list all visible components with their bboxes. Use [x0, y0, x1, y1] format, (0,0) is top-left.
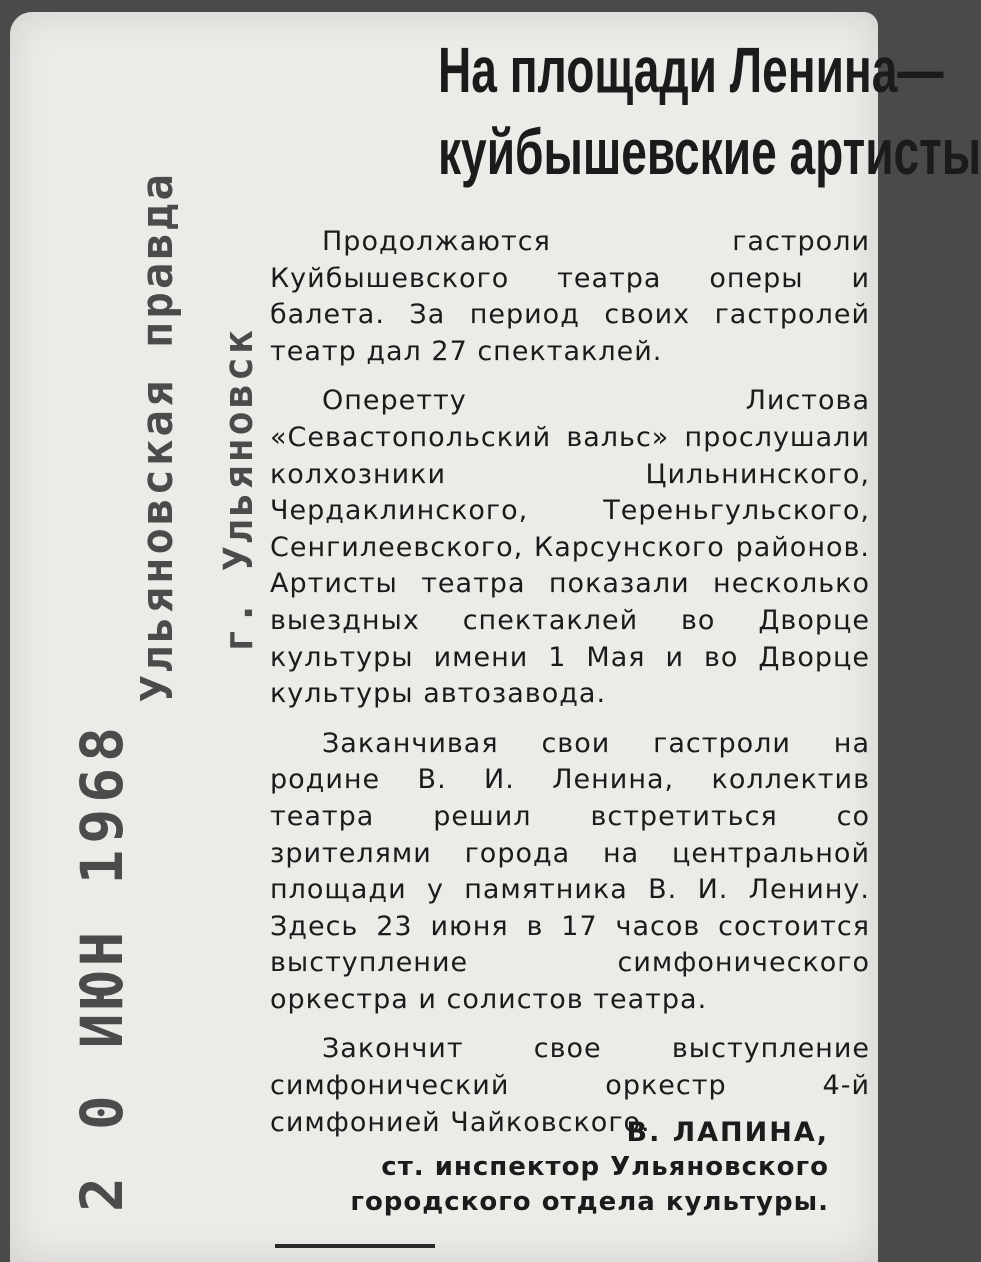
paragraph-3: Заканчивая свои гастроли на родине В. И. Ленина, коллектив театра решил встретиться со зрителями города на центральной площади у памятника В. И. Ленину. Здесь 23 июня в 17 часов состоится выступление симфонического оркестра и солистов театра.: [270, 727, 870, 1015]
article-body: [270, 224, 870, 1141]
paragraph-2: Оперетту Листова «Севастопольский вальс» прослушали колхозники Цильнинского, Чердаклинского, Тереньгульского, Сенгилеевского, Карсунского районов. Артисты театра показали несколько выездных спектаклей во Дворце культуры имени 1 Мая и во Дворце культуры автозавода.: [270, 385, 870, 710]
bottom-rule: [275, 1244, 435, 1248]
signature-block: [350, 1115, 829, 1220]
headline-line-1: На площади Ленина—: [437, 34, 944, 106]
newspaper-stamp: Ульяновская правда: [132, 171, 183, 702]
headline-line-2: куйбышевские артисты: [437, 116, 981, 188]
article: [270, 30, 981, 1154]
paragraph-4: Закончит свое выступление симфонический оркестр 4-й симфонией Чайковского.: [270, 1033, 870, 1138]
city-stamp: г. Ульяновск: [216, 327, 262, 652]
author-name: В. ЛАПИНА,: [626, 1117, 829, 1148]
paragraph-1: Продолжаются гастроли Куйбышевского театра оперы и балета. За период своих гастролей театр дал 27 спектаклей.: [270, 226, 870, 367]
author-title-line-1: ст. инспектор Ульяновского: [381, 1152, 829, 1182]
date-stamp: 2 0 ИЮН 1968: [68, 720, 136, 1212]
author-title-line-2: городского отдела культуры.: [350, 1187, 829, 1217]
